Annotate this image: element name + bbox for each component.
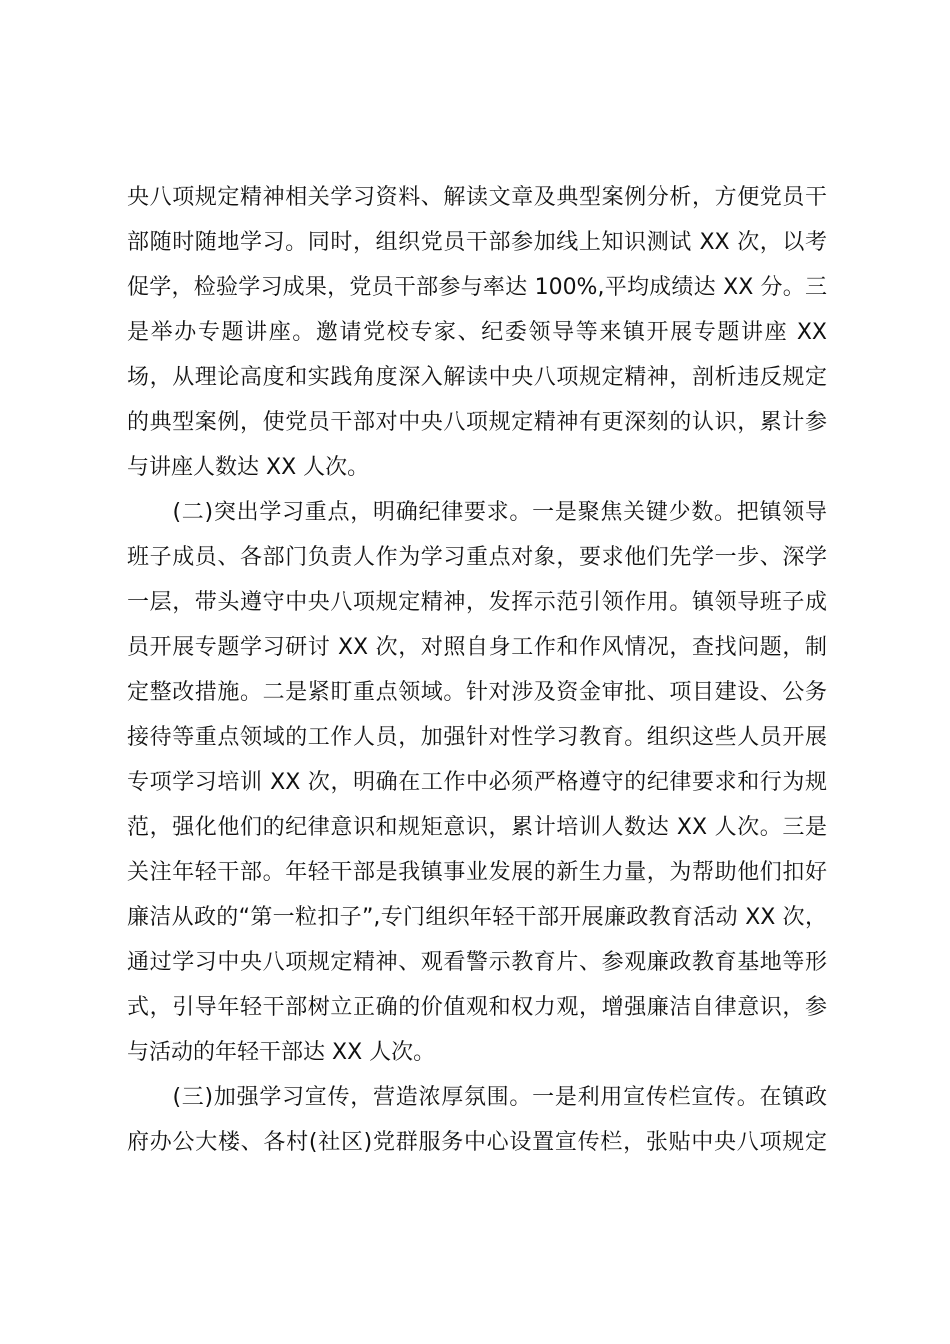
paragraph-heading-line: (二)突出学习重点，明确纪律要求。一是聚焦关键少数。把镇领导 (127, 500, 827, 525)
text-line: 促学，检验学习成果，党员干部参与率达 100%,平均成绩达 XX 分。三 (127, 275, 827, 300)
body-text (127, 175, 827, 1165)
text-line: 关注年轻干部。年轻干部是我镇事业发展的新生力量，为帮助他们扣好 (127, 860, 827, 885)
text-line: 部随时随地学习。同时，组织党员干部参加线上知识测试 XX 次，以考 (127, 230, 827, 255)
text-line: 专项学习培训 XX 次，明确在工作中必须严格遵守的纪律要求和行为规 (127, 770, 827, 795)
text-line: 廉洁从政的“第一粒扣子”,专门组织年轻干部开展廉政教育活动 XX 次， (127, 905, 827, 930)
text-line: 接待等重点领域的工作人员，加强针对性学习教育。组织这些人员开展 (127, 725, 827, 750)
text-line: 一层，带头遵守中央八项规定精神，发挥示范引领作用。镇领导班子成 (127, 590, 827, 615)
text-line: 与活动的年轻干部达 XX 人次。 (127, 1040, 436, 1065)
text-line: 与讲座人数达 XX 人次。 (127, 455, 370, 480)
text-line: 范，强化他们的纪律意识和规矩意识，累计培训人数达 XX 人次。三是 (127, 815, 827, 840)
text-line: 定整改措施。二是紧盯重点领域。针对涉及资金审批、项目建设、公务 (127, 680, 827, 705)
text-line: 央八项规定精神相关学习资料、解读文章及典型案例分析，方便党员干 (127, 185, 827, 210)
text-line: 班子成员、各部门负责人作为学习重点对象，要求他们先学一步、深学 (127, 545, 827, 570)
text-line: 的典型案例，使党员干部对中央八项规定精神有更深刻的认识，累计参 (127, 410, 827, 435)
text-line: 是举办专题讲座。邀请党校专家、纪委领导等来镇开展专题讲座 XX (127, 320, 827, 345)
text-line: 员开展专题学习研讨 XX 次，对照自身工作和作风情况，查找问题，制 (127, 635, 827, 660)
text-line: 式，引导年轻干部树立正确的价值观和权力观，增强廉洁自律意识，参 (127, 995, 827, 1020)
text-line: 通过学习中央八项规定精神、观看警示教育片、参观廉政教育基地等形 (127, 950, 827, 975)
text-line: 府办公大楼、各村(社区)党群服务中心设置宣传栏，张贴中央八项规定 (127, 1130, 827, 1155)
paragraph-heading-line: (三)加强学习宣传，营造浓厚氛围。一是利用宣传栏宣传。在镇政 (127, 1085, 827, 1110)
text-line: 场，从理论高度和实践角度深入解读中央八项规定精神，剖析违反规定 (127, 365, 827, 390)
